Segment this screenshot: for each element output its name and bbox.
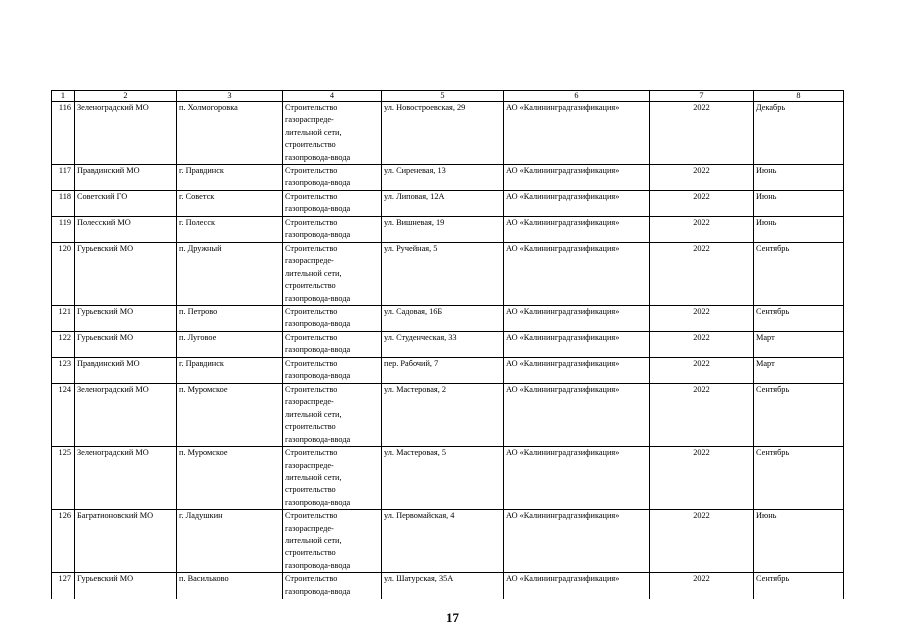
address-cell: ул. Студенческая, 33 (382, 332, 504, 358)
address-cell: ул. Садовая, 16Б (382, 306, 504, 332)
year-cell: 2022 (650, 510, 754, 573)
header-col-6: 6 (504, 91, 650, 102)
municipality-cell: Гурьевский МО (75, 306, 177, 332)
table-row (52, 243, 844, 306)
work-type-line: Строительство (285, 166, 338, 176)
organization-cell: АО «Калининградгазификация» (504, 447, 650, 510)
settlement-cell: г. Правдинск (177, 358, 283, 384)
month-cell: Сентябрь (754, 384, 844, 447)
row-number-cell: 123 (52, 358, 75, 384)
work-type-cell (283, 447, 382, 510)
work-type-line: газопровода-ввода (285, 560, 351, 570)
work-type-line: газопровода-ввода (285, 345, 351, 355)
work-type-line: лительной сети, (285, 535, 342, 545)
table-row (52, 102, 844, 165)
settlement-cell: п. Петрово (177, 306, 283, 332)
month-cell: Июнь (754, 217, 844, 243)
work-type-line: газопровода-ввода (285, 371, 351, 381)
work-type-line: газораспреде- (285, 256, 334, 266)
header-col-1: 1 (52, 91, 75, 102)
month-cell: Сентябрь (754, 243, 844, 306)
municipality-cell: Гурьевский МО (75, 573, 177, 599)
row-number-cell: 117 (52, 165, 75, 191)
row-number-cell: 118 (52, 191, 75, 217)
work-type-cell (283, 510, 382, 573)
row-number-cell: 126 (52, 510, 75, 573)
municipality-cell: Правдинский МО (75, 358, 177, 384)
settlement-cell: г. Полесск (177, 217, 283, 243)
settlement-cell: г. Правдинск (177, 165, 283, 191)
year-cell: 2022 (650, 243, 754, 306)
work-type-line: Строительство (285, 103, 338, 112)
address-cell: ул. Шатурская, 35А (382, 573, 504, 599)
work-type-cell (283, 217, 382, 243)
work-type-line: газопровода-ввода (285, 586, 351, 596)
row-number-cell: 119 (52, 217, 75, 243)
work-type-cell (283, 102, 382, 165)
row-number-cell: 116 (52, 102, 75, 165)
settlement-cell: п. Васильково (177, 573, 283, 599)
table-row (52, 306, 844, 332)
municipality-cell: Гурьевский МО (75, 332, 177, 358)
settlement-cell: п. Муромское (177, 447, 283, 510)
municipality-cell: Советский ГО (75, 191, 177, 217)
table-row (52, 165, 844, 191)
work-type-cell (283, 165, 382, 191)
work-type-line: газораспреде- (285, 460, 334, 470)
year-cell: 2022 (650, 447, 754, 510)
settlement-cell: п. Дружный (177, 243, 283, 306)
organization-cell: АО «Калининградгазификация» (504, 358, 650, 384)
month-cell: Сентябрь (754, 447, 844, 510)
work-type-line: газопровода-ввода (285, 230, 351, 240)
work-type-line: Строительство (285, 244, 338, 254)
table-row (52, 447, 844, 510)
settlement-cell: г. Ладушкин (177, 510, 283, 573)
year-cell: 2022 (650, 332, 754, 358)
year-cell: 2022 (650, 217, 754, 243)
municipality-cell: Багратионовский МО (75, 510, 177, 573)
work-type-line: лительной сети, (285, 409, 342, 419)
page-number: 17 (446, 610, 459, 625)
settlement-cell: г. Советск (177, 191, 283, 217)
work-type-line: газопровода-ввода (285, 497, 351, 507)
municipality-cell: Зеленоградский МО (75, 102, 177, 165)
year-cell: 2022 (650, 102, 754, 165)
settlement-cell: п. Холмогоровка (177, 102, 283, 165)
municipality-cell: Гурьевский МО (75, 243, 177, 306)
settlement-cell: п. Муромское (177, 384, 283, 447)
work-type-cell (283, 243, 382, 306)
header-col-8: 8 (754, 91, 844, 102)
work-type-cell (283, 573, 382, 599)
organization-cell: АО «Калининградгазификация» (504, 510, 650, 573)
organization-cell: АО «Калининградгазификация» (504, 243, 650, 306)
month-cell: Сентябрь (754, 306, 844, 332)
year-cell: 2022 (650, 165, 754, 191)
table-body (52, 102, 844, 599)
organization-cell: АО «Калининградгазификация» (504, 102, 650, 165)
address-cell: ул. Новостроевская, 29 (382, 102, 504, 165)
month-cell: Март (754, 358, 844, 384)
year-cell: 2022 (650, 191, 754, 217)
work-type-line: лительной сети, (285, 472, 342, 482)
work-type-cell (283, 191, 382, 217)
table-row (52, 191, 844, 217)
work-type-line: Строительство (285, 333, 338, 343)
row-number-cell: 122 (52, 332, 75, 358)
work-type-line: газопровода-ввода (285, 204, 351, 214)
work-type-line: строительство (285, 548, 336, 558)
work-type-cell (283, 306, 382, 332)
year-cell: 2022 (650, 573, 754, 599)
organization-cell: АО «Калининградгазификация» (504, 384, 650, 447)
year-cell: 2022 (650, 306, 754, 332)
work-type-line: строительство (285, 422, 336, 432)
work-type-cell (283, 332, 382, 358)
table-row (52, 358, 844, 384)
work-type-line: Строительство (285, 192, 338, 202)
row-number-cell: 125 (52, 447, 75, 510)
table-row (52, 217, 844, 243)
row-number-cell: 124 (52, 384, 75, 447)
work-type-line: Строительство (285, 574, 338, 584)
address-cell: ул. Мастеровая, 5 (382, 447, 504, 510)
organization-cell: АО «Калининградгазификация» (504, 332, 650, 358)
address-cell: ул. Мастеровая, 2 (382, 384, 504, 447)
work-type-cell (283, 358, 382, 384)
work-type-line: строительство (285, 140, 336, 150)
municipality-cell: Зеленоградский МО (75, 384, 177, 447)
municipality-cell: Полесский МО (75, 217, 177, 243)
organization-cell: АО «Калининградгазификация» (504, 191, 650, 217)
month-cell: Сентябрь (754, 573, 844, 599)
organization-cell: АО «Калининградгазификация» (504, 165, 650, 191)
month-cell: Июнь (754, 165, 844, 191)
work-type-line: газораспреде- (285, 397, 334, 407)
work-type-line: Строительство (285, 359, 338, 369)
work-type-line: газораспреде- (285, 115, 334, 125)
municipality-cell: Зеленоградский МО (75, 447, 177, 510)
table-row (52, 332, 844, 358)
address-cell: пер. Рабочий, 7 (382, 358, 504, 384)
address-cell: ул. Вишневая, 19 (382, 217, 504, 243)
year-cell: 2022 (650, 358, 754, 384)
header-col-4: 4 (283, 91, 382, 102)
row-number-cell: 127 (52, 573, 75, 599)
month-cell: Июнь (754, 191, 844, 217)
work-type-line: газопровода-ввода (285, 152, 351, 162)
month-cell: Июнь (754, 510, 844, 573)
municipality-cell: Правдинский МО (75, 165, 177, 191)
address-cell: ул. Первомайская, 4 (382, 510, 504, 573)
table-row (52, 384, 844, 447)
settlement-cell: п. Луговое (177, 332, 283, 358)
work-type-line: газопровода-ввода (285, 434, 351, 444)
work-type-cell (283, 384, 382, 447)
address-cell: ул. Сиреневая, 13 (382, 165, 504, 191)
gasification-table (51, 90, 844, 599)
work-type-line: Строительство (285, 307, 338, 317)
table-row (52, 573, 844, 599)
month-cell: Март (754, 332, 844, 358)
address-cell: ул. Липовая, 12А (382, 191, 504, 217)
work-type-line: Строительство (285, 448, 338, 458)
work-type-line: Строительство (285, 511, 338, 521)
row-number-cell: 120 (52, 243, 75, 306)
work-type-line: газопровода-ввода (285, 293, 351, 303)
work-type-line: газораспреде- (285, 523, 334, 533)
work-type-line: лительной сети, (285, 127, 342, 137)
work-type-line: газопровода-ввода (285, 319, 351, 329)
header-col-5: 5 (382, 91, 504, 102)
organization-cell: АО «Калининградгазификация» (504, 573, 650, 599)
work-type-line: Строительство (285, 218, 338, 228)
work-type-line: Строительство (285, 385, 338, 395)
header-col-2: 2 (75, 91, 177, 102)
organization-cell: АО «Калининградгазификация» (504, 306, 650, 332)
table-row (52, 510, 844, 573)
row-number-cell: 121 (52, 306, 75, 332)
header-col-7: 7 (650, 91, 754, 102)
address-cell: ул. Ручейная, 5 (382, 243, 504, 306)
work-type-line: газопровода-ввода (285, 178, 351, 188)
work-type-line: строительство (285, 485, 336, 495)
header-row (52, 91, 844, 102)
month-cell: Декабрь (754, 102, 844, 165)
year-cell: 2022 (650, 384, 754, 447)
header-col-3: 3 (177, 91, 283, 102)
work-type-line: строительство (285, 281, 336, 291)
organization-cell: АО «Калининградгазификация» (504, 217, 650, 243)
work-type-line: лительной сети, (285, 268, 342, 278)
